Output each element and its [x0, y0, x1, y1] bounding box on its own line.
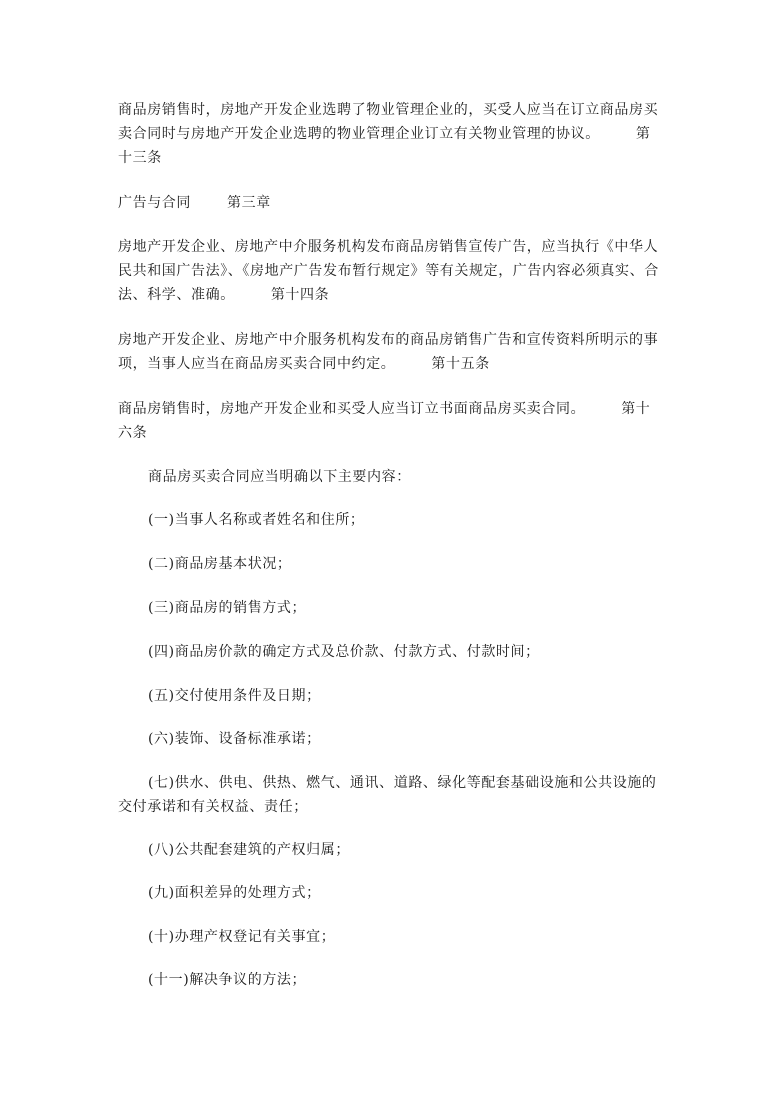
list-item: (九)面积差异的处理方式； — [148, 885, 321, 901]
list-item: (十一)解决争议的方法； — [148, 972, 307, 988]
article-number: 第十六条 — [118, 401, 651, 441]
list-item: (一)当事人名称或者姓名和住所； — [148, 512, 365, 528]
paragraph-text: 商品房销售时，房地产开发企业选聘了物业管理企业的，买受人应当在订立商品房买卖合同时与房地产开发企业选聘的物业管理企业订立有关物业管理的协议。 — [118, 102, 659, 142]
paragraph-text: 房地产开发企业、房地产中介服务机构发布商品房销售宣传广告，应当执行《中华人民共和国广告法》、《房地产广告发布暂行规定》等有关规定，广告内容必须真实、合法、科学、准确。 — [118, 239, 659, 303]
paragraph-written-contract — [118, 397, 663, 445]
list-item: (七)供水、供电、供热、燃气、通讯、道路、绿化等配套基础设施和公共设施的交付承诺和有关权益、责任； — [118, 775, 657, 815]
contract-intro: 商品房买卖合同应当明确以下主要内容： — [148, 469, 411, 485]
chapter-heading — [118, 191, 663, 215]
list-item: (八)公共配套建筑的产权归属； — [148, 842, 350, 858]
list-item: (二)商品房基本状况； — [148, 556, 292, 572]
list-item: (四)商品房价款的确定方式及总价款、付款方式、付款时间； — [148, 644, 540, 660]
article-number: 第十三条 — [118, 126, 651, 166]
chapter-number: 第三章 — [227, 195, 271, 211]
paragraph-ad-materials — [118, 328, 663, 376]
paragraph-property-management — [118, 98, 663, 170]
paragraph-advertising — [118, 235, 663, 307]
list-item: (十)办理产权登记有关事宜； — [148, 929, 336, 945]
list-item: (六)装饰、设备标准承诺； — [148, 731, 321, 747]
article-number: 第十四条 — [270, 287, 330, 303]
list-item: (五)交付使用条件及日期； — [148, 688, 321, 704]
chapter-title: 广告与合同 — [118, 195, 191, 211]
paragraph-text: 商品房销售时，房地产开发企业和买受人应当订立书面商品房买卖合同。 — [118, 401, 586, 417]
article-number: 第十五条 — [431, 356, 490, 372]
list-item: (三)商品房的销售方式； — [148, 600, 307, 616]
paragraph-text: 房地产开发企业、房地产中介服务机构发布的商品房销售广告和宣传资料所明示的事项，当事人应当在商品房买卖合同中约定。 — [118, 332, 659, 372]
